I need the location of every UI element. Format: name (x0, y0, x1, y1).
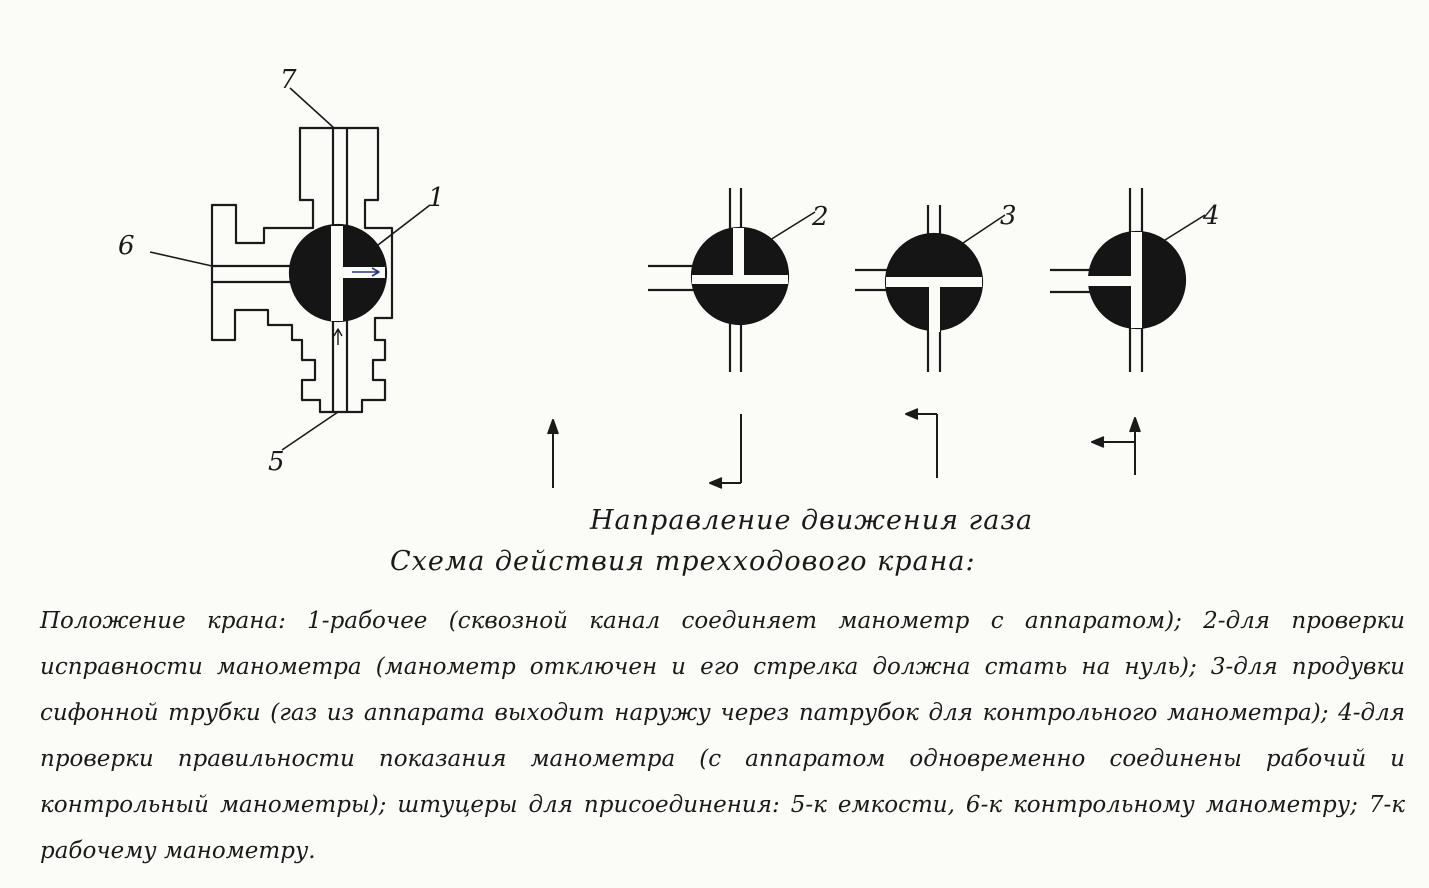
label-2: 2 (812, 202, 829, 232)
gas-direction-caption: Направление движения газа (590, 505, 1034, 536)
label-6: 6 (118, 231, 135, 261)
label-5: 5 (268, 447, 285, 477)
plug-position-3 (855, 205, 1005, 372)
legend-text: Положение крана: 1-рабочее (сквозной канал соединяет манометр с аппаратом); 2-для проверки исправности манометра (манометр отключен и его стрелка должна стать на нуль); 3-для продувки сифонной трубки (газ из аппарата выходит наружу через патрубок для контрольного манометра); 4-для проверки правильности показания манометра (с аппаратом одновременно соединены рабочий и контрольный манометры); штуцеры для присоединения: 5-к емкости, 6-к контрольному манометру; 7-к рабочему манометру. (40, 608, 1405, 864)
diagram-title: Схема действия трехходового крана: (390, 546, 976, 577)
plug-position-2 (648, 188, 815, 372)
label-4: 4 (1203, 201, 1220, 231)
arrow-position-1 (548, 420, 558, 488)
label-3: 3 (1000, 201, 1017, 231)
valve-body (150, 88, 430, 450)
plug-position-4 (1050, 188, 1205, 372)
arrow-position-2 (710, 414, 741, 488)
arrow-position-4 (1092, 418, 1140, 475)
arrow-position-3 (906, 409, 937, 478)
gas-direction-arrows (548, 409, 1140, 488)
label-1: 1 (428, 183, 445, 213)
label-7: 7 (280, 65, 297, 95)
